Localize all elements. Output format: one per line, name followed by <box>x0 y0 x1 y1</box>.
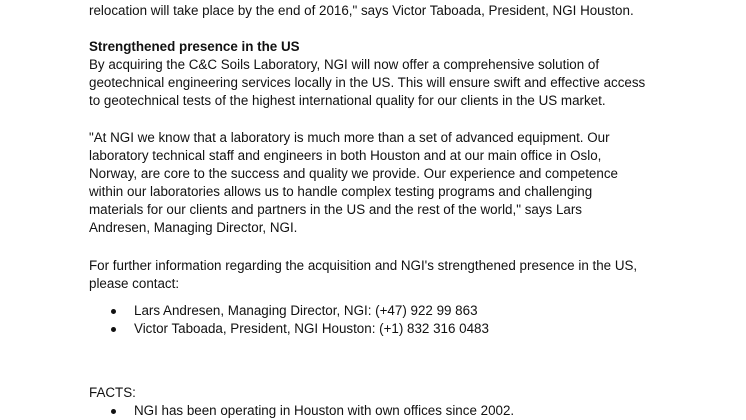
paragraph2-line-3: Norway, are core to the success and quality we provide. Our experience and competence <box>89 166 618 181</box>
contact-text: Victor Taboada, President, NGI Houston: (+1) 832 316 0483 <box>134 321 489 336</box>
paragraph2-line-2: laboratory technical staff and engineers in both Houston and at our main office in Oslo, <box>89 148 602 163</box>
paragraph2-line-1: "At NGI we know that a laboratory is much more than a set of advanced equipment. Our <box>89 130 610 145</box>
paragraph3-line-1: For further information regarding the acquisition and NGI's strengthened presence in the US, <box>89 258 638 273</box>
paragraph1-line-2: geotechnical engineering services locally in the US. This will ensure swift and effective access <box>89 75 646 90</box>
paragraph3-line-2: please contact: <box>89 276 180 291</box>
contact-text: Lars Andresen, Managing Director, NGI: (+47) 922 99 863 <box>134 303 478 318</box>
bullet-icon <box>111 409 116 414</box>
fact-text: NGI has been operating in Houston with own offices since 2002. <box>134 403 515 418</box>
paragraph2-line-6: Andresen, Managing Director, NGI. <box>89 220 298 235</box>
facts-heading: FACTS: <box>89 385 136 400</box>
paragraph1-line-3: to geotechnical tests of the highest international quality for our clients in the US market. <box>89 93 606 108</box>
bullet-icon <box>111 309 116 314</box>
paragraph1-line-1: By acquiring the C&C Soils Laboratory, NGI will now offer a comprehensive solution of <box>89 57 600 72</box>
paragraph2-line-5: materials for our clients and partners in the US and the rest of the world," says Lars <box>89 202 583 217</box>
paragraph2-line-4: within our laboratories allows us to handle complex testing programs and challenging <box>89 184 593 199</box>
intro-tail-line: relocation will take place by the end of 2016," says Victor Taboada, President, NGI Houston. <box>89 3 634 18</box>
section-heading: Strengthened presence in the US <box>89 39 300 54</box>
bullet-icon <box>111 327 116 332</box>
